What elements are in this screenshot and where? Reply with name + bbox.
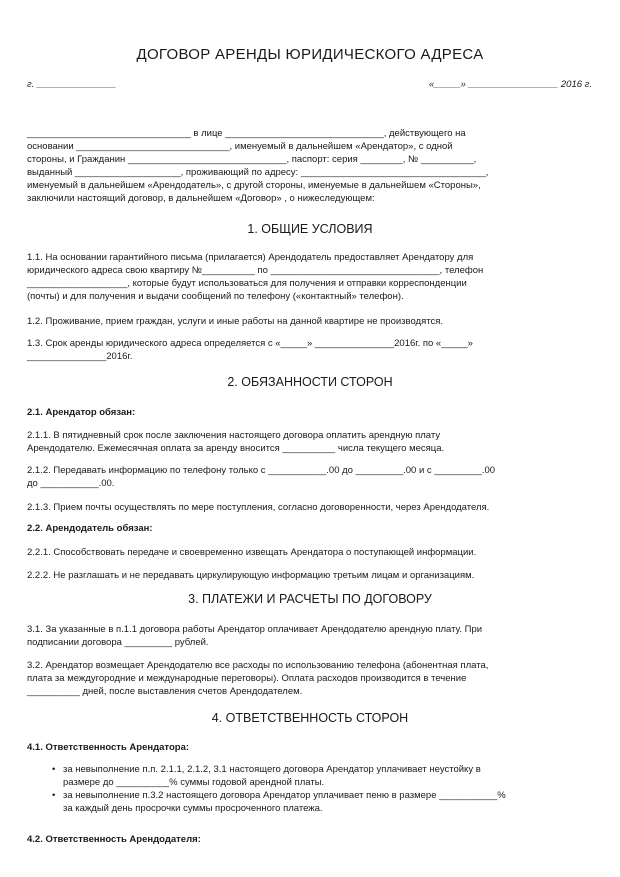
document-title: ДОГОВОР АРЕНДЫ ЮРИДИЧЕСКОГО АДРЕСА	[136, 46, 484, 63]
clause-1-3	[27, 337, 592, 363]
clause-line: 2.1.1. В пятидневный срок после заключения настоящего договора оплатить арендную плату	[27, 430, 441, 441]
section-2-heading: 2. ОБЯЗАННОСТИ СТОРОН	[227, 375, 393, 389]
intro-line: _______________________________ в лице ______________________________, действующего на	[27, 128, 466, 139]
liability-list	[27, 763, 592, 815]
clause-line: ___________________, которые будут использоваться для получения и отправки корреспонденции	[27, 278, 467, 289]
clause-3-2	[27, 659, 592, 698]
clause-2-2-1: 2.2.1. Способствовать передаче и своевременно извещать Арендатора о поступающей информации.	[27, 547, 477, 558]
clause-line: юридического адреса свою квартиру №__________ по ________________________________, телефон	[27, 265, 484, 276]
clause-2-1-1	[27, 429, 592, 455]
clause-3-1	[27, 623, 592, 649]
list-item	[27, 763, 592, 789]
list-line: за каждый день просрочки суммы просроченного платежа.	[63, 803, 323, 814]
date-field: «_____» _________________ 2016 г.	[428, 79, 592, 90]
clause-2-1-2	[27, 464, 592, 490]
intro-line: выданный ____________________, проживающий по адресу: ___________________________________,	[27, 167, 489, 178]
section-4-heading: 4. ОТВЕТСТВЕННОСТЬ СТОРОН	[211, 711, 409, 725]
intro-line: стороны, и Гражданин ______________________________, паспорт: серия ________, № __________,	[27, 154, 477, 165]
clause-line: 1.3. Срок аренды юридического адреса определяется с «_____» _______________2016г. по «_____»	[27, 338, 473, 349]
section-1-heading: 1. ОБЩИЕ УСЛОВИЯ	[247, 222, 373, 236]
clause-1-2: 1.2. Проживание, прием граждан, услуги и иные работы на данной квартире не производятся.	[27, 316, 444, 327]
clause-line: 2.1.2. Передавать информацию по телефону только с ___________.00 до _________.00 и с _________.00	[27, 465, 496, 476]
clause-4-1: 4.1. Ответственность Арендатора:	[27, 742, 190, 753]
clause-line: (почты) и для получения и выдачи сообщений по телефону («контактный» телефон).	[27, 291, 404, 302]
intro-line: основании _____________________________, именуемый в дальнейшем «Арендатор», с одной	[27, 141, 453, 152]
intro-paragraph	[27, 127, 592, 205]
list-line: за невыполнение п.п. 2.1.1, 2.1.2, 3.1 настоящего договора Арендатор уплачивает неустойку в	[63, 764, 481, 775]
city-field: г. _______________	[27, 79, 117, 90]
section-3-heading: 3. ПЛАТЕЖИ И РАСЧЕТЫ ПО ДОГОВОРУ	[188, 592, 432, 606]
clause-line: 1.1. На основании гарантийного письма (прилагается) Арендодатель предоставляет Арендатору для	[27, 252, 474, 263]
clause-2-2: 2.2. Арендодатель обязан:	[27, 523, 153, 534]
intro-line: заключили настоящий договор, в дальнейшем «Договор» , о нижеследующем:	[27, 193, 375, 204]
clause-2-1: 2.1. Арендатор обязан:	[27, 407, 136, 418]
intro-line: именуемый в дальнейшем «Арендодатель», с другой стороны, именуемые в дальнейшем «Стороны»,	[27, 180, 481, 191]
clause-line: подписании договора _________ рублей.	[27, 637, 209, 648]
clause-line: 3.1. За указанные в п.1.1 договора работы Арендатор оплачивает Арендодателю арендную плату. При	[27, 624, 483, 635]
clause-line: Арендодателю. Ежемесячная оплата за аренду вносится __________ числа текущего месяца.	[27, 443, 445, 454]
clause-line: до ___________.00.	[27, 478, 115, 489]
list-line: за невыполнение п.3.2 настоящего договора Арендатор уплачивает пеню в размере ___________%	[63, 790, 506, 801]
clause-2-2-2: 2.2.2. Не разглашать и не передавать циркулирующую информацию третьим лицам и организациям.	[27, 570, 475, 581]
list-item	[27, 789, 592, 815]
bullet-icon: •	[52, 790, 56, 801]
clause-line: _______________2016г.	[27, 351, 133, 362]
clause-line: __________ дней, после выставления счетов Арендодателем.	[27, 686, 303, 697]
clause-4-2: 4.2. Ответственность Арендодателя:	[27, 834, 201, 845]
clause-line: плата за междугородние и международные переговоры). Оплата расходов производится в течение	[27, 673, 467, 684]
clause-2-1-3: 2.1.3. Прием почты осуществлять по мере поступления, согласно договоренности, через Арендодателя.	[27, 502, 490, 513]
bullet-icon: •	[52, 764, 56, 775]
list-line: размере до __________% суммы годовой арендной платы.	[63, 777, 325, 788]
clause-1-1	[27, 251, 592, 303]
clause-line: 3.2. Арендатор возмещает Арендодателю все расходы по использованию телефона (абонентная плата,	[27, 660, 489, 671]
